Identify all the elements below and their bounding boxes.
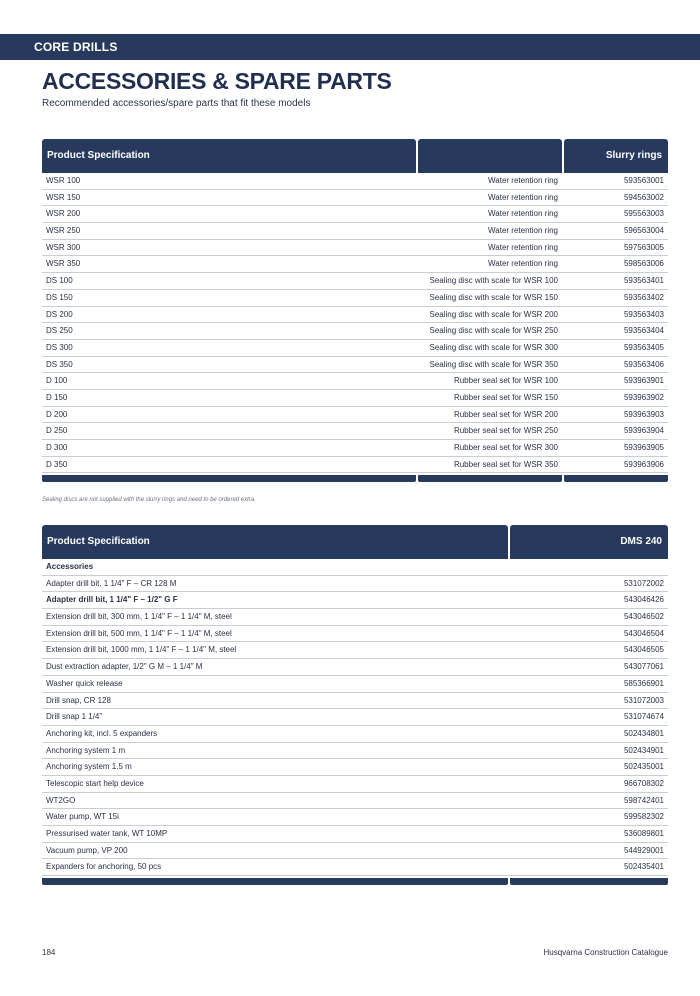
article-number-cell: 502435001 (623, 762, 664, 772)
article-number-cell: 502435401 (623, 862, 664, 872)
description-cell: Rubber seal set for WSR 300 (453, 443, 558, 452)
model-cell: D 350 (46, 459, 68, 469)
table-row (42, 256, 668, 273)
article-number-cell: 544929001 (623, 845, 664, 855)
table-row (42, 323, 668, 340)
table-row (42, 592, 668, 609)
description-cell: Sealing disc with scale for WSR 250 (429, 326, 558, 336)
article-number-cell: 593963905 (623, 443, 664, 452)
model-cell: DS 100 (46, 276, 73, 286)
header-dms-240: DMS 240 (510, 525, 668, 559)
accessory-name-cell: Adapter drill bit, 1 1/4" F – CR 128 M (46, 578, 177, 588)
table-footer-bar (42, 878, 668, 885)
table-header (42, 525, 668, 559)
accessory-name-cell: Telescopic start help device (46, 778, 144, 788)
description-cell: Sealing disc with scale for WSR 200 (429, 309, 558, 319)
model-cell: WSR 200 (46, 209, 81, 219)
model-cell: DS 300 (46, 342, 73, 352)
table-row (42, 223, 668, 240)
accessory-name-cell: Washer quick release (46, 678, 123, 688)
description-cell: Sealing disc with scale for WSR 100 (429, 276, 558, 286)
article-number-cell: 593963904 (623, 426, 664, 436)
table-row (42, 759, 668, 776)
article-number-cell: 593563403 (623, 309, 664, 319)
model-cell: D 150 (46, 392, 68, 402)
table-row (42, 390, 668, 407)
description-cell: Rubber seal set for WSR 250 (453, 426, 558, 436)
article-number-cell: 594563002 (623, 192, 664, 202)
table-row (42, 776, 668, 793)
table-row (42, 440, 668, 457)
table-row (42, 676, 668, 693)
accessory-name-cell: Extension drill bit, 1000 mm, 1 1/4" F – 1 1/4" M, steel (46, 645, 237, 655)
table-body (42, 173, 668, 473)
model-cell: WSR 250 (46, 226, 81, 236)
page-subtitle: Recommended accessories/spare parts that fit these models (42, 98, 311, 109)
article-number-cell: 593963901 (623, 376, 664, 386)
table-row (42, 626, 668, 643)
article-number-cell: 531072003 (623, 695, 664, 705)
table-footer-bar (42, 475, 668, 482)
article-number-cell: 596563004 (623, 226, 664, 236)
model-cell: WSR 300 (46, 242, 81, 252)
article-number-cell: 502434801 (623, 728, 664, 738)
table-row (42, 743, 668, 760)
table-row (42, 693, 668, 710)
description-cell: Water retention ring (488, 209, 558, 219)
accessory-name-cell: Dust extraction adapter, 1/2" G M – 1 1/4" M (46, 662, 203, 672)
description-cell: Rubber seal set for WSR 100 (453, 376, 558, 386)
table-row (42, 859, 668, 876)
accessory-name-cell: Anchoring kit, incl. 5 expanders (46, 728, 158, 738)
table-row (42, 373, 668, 390)
article-number-cell: 593563406 (623, 359, 664, 369)
article-number-cell: 536089801 (623, 829, 664, 838)
group-row (42, 559, 668, 576)
article-number-cell: 593963903 (623, 409, 664, 419)
description-cell: Rubber seal set for WSR 150 (453, 392, 558, 402)
section-label: CORE DRILLS (34, 40, 118, 54)
table-row (42, 206, 668, 223)
table-body (42, 576, 668, 876)
table-row (42, 809, 668, 826)
description-cell: Sealing disc with scale for WSR 150 (429, 292, 558, 302)
accessory-name-cell: Pressurised water tank, WT 10MP (46, 829, 168, 838)
header-product-specification: Product Specification (42, 139, 416, 173)
description-cell: Sealing disc with scale for WSR 350 (429, 359, 558, 369)
table-row (42, 709, 668, 726)
accessory-name-cell: Expanders for anchoring, 50 pcs (46, 862, 162, 872)
model-cell: D 300 (46, 443, 68, 452)
article-number-cell: 593963906 (623, 459, 664, 469)
article-number-cell: 599582302 (623, 812, 664, 822)
article-number-cell: 543077061 (623, 662, 664, 672)
article-number-cell: 593563402 (623, 292, 664, 302)
slurry-rings-table (42, 139, 668, 482)
article-number-cell: 543046426 (623, 595, 664, 605)
table-row (42, 240, 668, 257)
article-number-cell: 585366901 (623, 678, 664, 688)
accessory-name-cell: Drill snap, CR 128 (46, 695, 111, 705)
article-number-cell: 531072002 (623, 578, 664, 588)
description-cell: Water retention ring (488, 192, 558, 202)
table-row (42, 726, 668, 743)
article-number-cell: 597563005 (623, 242, 664, 252)
article-number-cell: 543046505 (623, 645, 664, 655)
accessory-name-cell: Drill snap 1 1/4" (46, 712, 103, 722)
description-cell: Water retention ring (488, 176, 558, 185)
article-number-cell: 543046502 (623, 612, 664, 622)
article-number-cell: 598742401 (623, 795, 664, 805)
article-number-cell: 593563405 (623, 342, 664, 352)
accessory-name-cell: Extension drill bit, 500 mm, 1 1/4" F – 1 1/4" M, steel (46, 628, 232, 638)
page-number: 184 (42, 948, 56, 957)
description-cell: Rubber seal set for WSR 350 (453, 459, 558, 469)
model-cell: D 200 (46, 409, 68, 419)
dms-240-accessories-table (42, 525, 668, 885)
model-cell: DS 150 (46, 292, 73, 302)
article-number-cell: 543046504 (623, 628, 664, 638)
table-row (42, 273, 668, 290)
accessory-name-cell: Anchoring system 1 m (46, 745, 126, 755)
article-number-cell: 598563006 (623, 259, 664, 269)
article-number-cell: 593563404 (623, 326, 664, 336)
description-cell: Sealing disc with scale for WSR 300 (429, 342, 558, 352)
table-row (42, 173, 668, 190)
table-row (42, 357, 668, 374)
accessory-name-cell: Adapter drill bit, 1 1/4" F – 1/2" G F (46, 595, 178, 605)
article-number-cell: 593563001 (623, 176, 664, 185)
table-row (42, 407, 668, 424)
description-cell: Water retention ring (488, 226, 558, 236)
accessory-name-cell: WT2GO (46, 795, 76, 805)
table-row (42, 576, 668, 593)
table-note: Sealing discs are not supplied with the slurry rings and need to be ordered extra. (42, 497, 256, 503)
model-cell: DS 350 (46, 359, 73, 369)
article-number-cell: 502434901 (623, 745, 664, 755)
table-row (42, 290, 668, 307)
table-row (42, 826, 668, 843)
header-product-specification: Product Specification (42, 525, 508, 559)
group-label: Accessories (46, 562, 94, 571)
table-row (42, 457, 668, 474)
model-cell: DS 250 (46, 326, 73, 336)
description-cell: Water retention ring (488, 242, 558, 252)
model-cell: D 250 (46, 426, 68, 436)
model-cell: D 100 (46, 376, 68, 386)
header-description (418, 139, 562, 173)
accessory-name-cell: Anchoring system 1.5 m (46, 762, 132, 772)
table-header (42, 139, 668, 173)
table-row (42, 843, 668, 860)
article-number-cell: 595563003 (623, 209, 664, 219)
section-header-bar (0, 34, 700, 60)
description-cell: Water retention ring (488, 259, 558, 269)
table-row (42, 793, 668, 810)
article-number-cell: 531074674 (623, 712, 664, 722)
table-row (42, 609, 668, 626)
description-cell: Rubber seal set for WSR 200 (453, 409, 558, 419)
page-title: ACCESSORIES & SPARE PARTS (42, 68, 392, 94)
table-row (42, 307, 668, 324)
accessory-name-cell: Vacuum pump, VP 200 (46, 845, 128, 855)
accessory-name-cell: Water pump, WT 15i (46, 812, 119, 822)
article-number-cell: 966708302 (623, 778, 664, 788)
model-cell: WSR 150 (46, 192, 81, 202)
model-cell: DS 200 (46, 309, 73, 319)
catalogue-name: Husqvarna Construction Catalogue (543, 948, 668, 957)
article-number-cell: 593963902 (623, 392, 664, 402)
table-row (42, 190, 668, 207)
table-row (42, 340, 668, 357)
table-row (42, 659, 668, 676)
accessory-name-cell: Extension drill bit, 300 mm, 1 1/4" F – 1 1/4" M, steel (46, 612, 232, 622)
article-number-cell: 593563401 (623, 276, 664, 286)
model-cell: WSR 100 (46, 176, 81, 185)
table-row (42, 423, 668, 440)
header-slurry-rings: Slurry rings (564, 139, 668, 173)
table-row (42, 642, 668, 659)
model-cell: WSR 350 (46, 259, 81, 269)
